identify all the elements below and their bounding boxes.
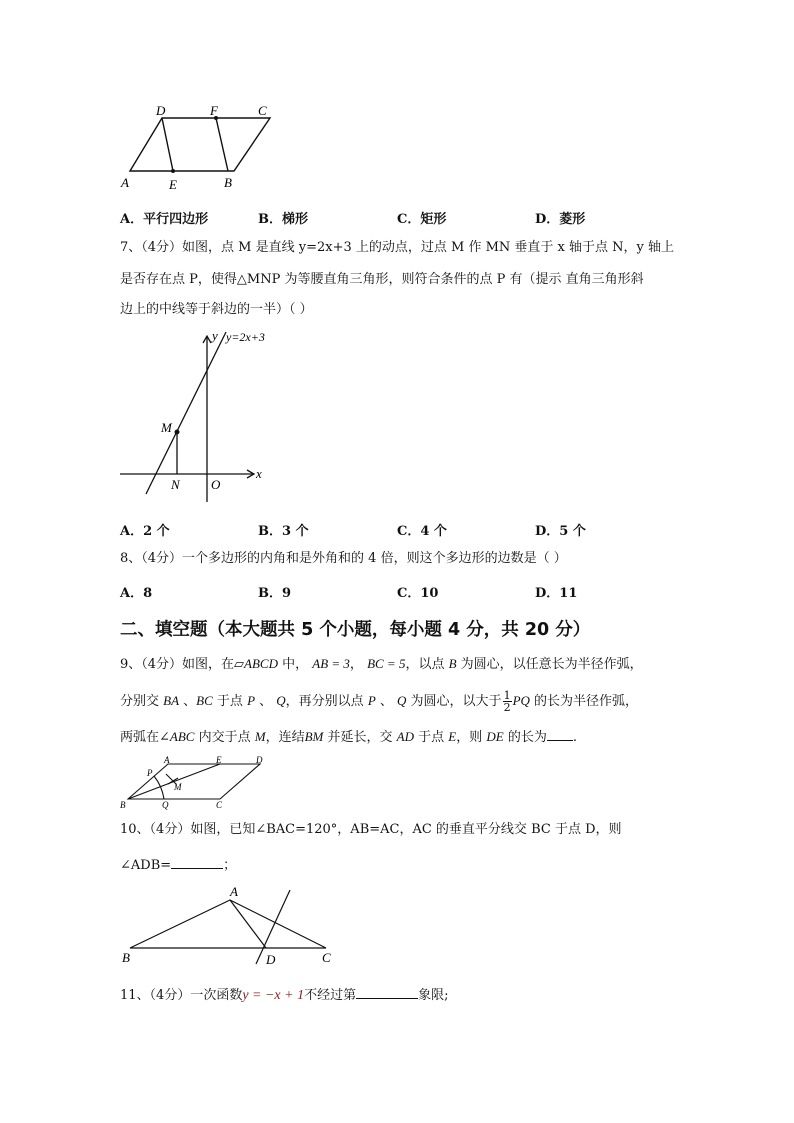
label-B: B bbox=[122, 950, 130, 965]
label-A: A bbox=[164, 755, 170, 765]
label-F: F bbox=[210, 104, 218, 118]
label-A: A bbox=[230, 884, 238, 899]
label-C: C bbox=[216, 800, 223, 810]
q7-option-b: B．3 个 bbox=[258, 524, 309, 539]
q11-question: 11、（4分）一次函数y = −x + 1不经过第 象限; bbox=[120, 988, 449, 1003]
label-E: E bbox=[169, 177, 177, 192]
label-Q: Q bbox=[162, 800, 169, 810]
label-line: y=2x+3 bbox=[226, 330, 265, 344]
q8-question: 8、（4分）一个多边形的内角和是外角和的 4 倍，则这个多边形的边数是（ ） bbox=[120, 551, 567, 566]
q6-option-d: D．菱形 bbox=[535, 212, 586, 227]
q10-line-2: ∠ADB= ； bbox=[120, 858, 237, 873]
label-y-axis: y bbox=[212, 328, 218, 343]
label-B: B bbox=[224, 175, 232, 190]
q8-option-a: A．8 bbox=[120, 586, 153, 601]
q9-line-2: 分别交 BA 、BC 于点 P 、 Q，再分别以点 P 、 Q 为圆心，以大于 $\frac{1}{2}$ PQ 的长为半径作弧， bbox=[120, 689, 639, 714]
q10-line-1: 10、（4分）如图，已知∠BAC=120°，AB=AC，AC 的垂直平分线交 BC 于点 D，则 bbox=[120, 822, 622, 837]
label-B: B bbox=[120, 800, 126, 810]
q7-option-a: A．2 个 bbox=[120, 524, 170, 539]
q8-option-d: D．11 bbox=[535, 586, 578, 601]
label-C: C bbox=[322, 950, 331, 965]
label-x-axis: x bbox=[256, 466, 262, 481]
figure-q9-parallelogram bbox=[116, 754, 276, 810]
q7-line-2: 是否存在点 P，使得△MNP 为等腰直角三角形，则符合条件的点 P 有（提示 直角三角形斜 bbox=[120, 272, 644, 287]
label-M: M bbox=[161, 420, 172, 435]
q10-answer-blank[interactable] bbox=[171, 856, 223, 869]
q6-option-a: A．平行四边形 bbox=[120, 212, 209, 227]
section-title-fill-in: 二、填空题（本大题共 5 个小题，每小题 4 分，共 20 分） bbox=[120, 620, 591, 640]
q6-option-b: B．梯形 bbox=[258, 212, 309, 227]
q11-answer-blank[interactable] bbox=[356, 986, 418, 999]
q7-option-c: C．4 个 bbox=[397, 524, 447, 539]
q9-line-3: 两弧在∠ABC 内交于点 M，连结BM 并延长，交 AD 于点 E，则 DE 的长为 . bbox=[120, 729, 577, 745]
label-M: M bbox=[174, 782, 182, 792]
q7-line-3: 边上的中线等于斜边的一半）（ ） bbox=[120, 302, 313, 317]
label-D: D bbox=[266, 952, 276, 967]
label-O: O bbox=[211, 477, 221, 492]
q7-line-1: 7、（4分）如图，点 M 是直线 y=2x+3 上的动点，过点 M 作 MN 垂直于 x 轴于点 N，y 轴上 bbox=[120, 240, 674, 255]
label-D: D bbox=[156, 104, 166, 118]
q11-function: y = −x + 1 bbox=[242, 988, 305, 1003]
fraction-one-half: $\frac{1}{2}$ bbox=[503, 689, 511, 714]
figure-q7-graph bbox=[116, 324, 286, 506]
label-P: P bbox=[147, 768, 153, 778]
figure-q10-triangle bbox=[116, 882, 346, 970]
q8-option-b: B．9 bbox=[258, 586, 292, 601]
label-N: N bbox=[171, 477, 180, 492]
label-C: C bbox=[258, 104, 267, 118]
q8-option-c: C．10 bbox=[397, 586, 439, 601]
label-D: D bbox=[256, 755, 263, 765]
q6-option-c: C．矩形 bbox=[397, 212, 447, 227]
q9-answer-blank[interactable] bbox=[547, 728, 573, 741]
label-E: E bbox=[216, 755, 222, 765]
label-A: A bbox=[121, 175, 129, 190]
q9-line-1: 9、（4分）如图，在▱ABCD 中， AB = 3， BC = 5，以点 B 为圆心，以任意长为半径作弧， bbox=[120, 656, 643, 672]
figure-q6-parallelogram bbox=[116, 104, 286, 196]
q7-option-d: D．5 个 bbox=[535, 524, 586, 539]
